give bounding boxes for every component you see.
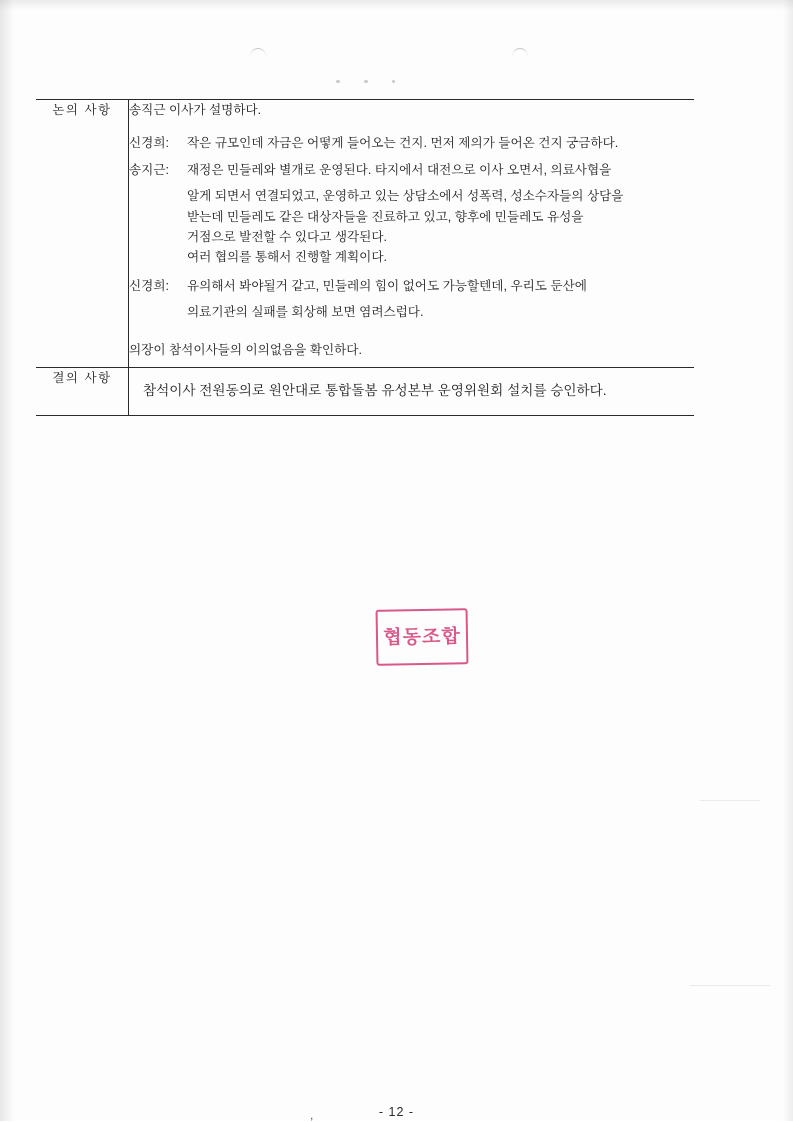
- scan-artifact: [690, 985, 770, 986]
- table-row-resolution: [36, 368, 694, 416]
- row-content-resolution: 참석이사 전원동의로 원안대로 통합돌봄 유성본부 운영위원회 설치를 승인하다.: [129, 368, 695, 416]
- scan-speck: [364, 80, 368, 83]
- discussion-continuation: 받는데 민들레도 같은 대상자들을 진료하고 있고, 향후에 민들레도 유성을: [187, 209, 584, 224]
- scan-speck: [392, 80, 395, 83]
- speaker-name: 신경희:: [129, 136, 169, 151]
- discussion-speaker-line: [129, 160, 694, 180]
- punch-hole-mark-left: [250, 48, 266, 57]
- speaker-name: 신경희:: [129, 278, 169, 293]
- discussion-continuation: 거점으로 발전할 수 있다고 생각된다.: [187, 229, 387, 244]
- table-row-discussion: [36, 100, 694, 368]
- row-label-resolution: [36, 368, 129, 416]
- paragraph-gap: [129, 268, 694, 276]
- scan-artifact: [700, 800, 760, 801]
- row-label-discussion: [36, 100, 129, 368]
- discussion-closing: 의장이 참석이사들의 이의없음을 확인하다.: [129, 342, 362, 357]
- scan-speck: [336, 80, 340, 83]
- discussion-speaker-line: [129, 133, 694, 153]
- speaker-text: 재정은 민들레와 별개로 운영된다. 타지에서 대전으로 이사 오면서, 의료사협을: [187, 162, 612, 177]
- official-seal-stamp: [376, 608, 469, 666]
- discussion-continuation: 알게 되면서 연결되었고, 운영하고 있는 상담소에서 성폭력, 성소수자들의 상담을: [187, 189, 624, 204]
- speaker-text: 유의해서 봐야될거 같고, 민들레의 힘이 없어도 가능할텐데, 우리도 둔산에: [187, 278, 587, 293]
- discussion-continuation: 의료기관의 실패를 회상해 보면 염려스럽다.: [187, 305, 424, 320]
- page-number: - 12 -: [378, 1105, 415, 1119]
- row-content-discussion: [129, 100, 695, 368]
- minutes-table: [36, 99, 694, 416]
- scan-edge-top: [0, 0, 793, 10]
- row-label-discussion-text: 논의 사항: [52, 103, 112, 117]
- scan-edge-left: [0, 0, 14, 1121]
- punch-hole-mark-right: [512, 48, 528, 57]
- footer-stray-mark: ,: [310, 1108, 314, 1122]
- speaker-text: 작은 규모인데 자금은 어떻게 들어오는 건지. 먼저 제의가 들어온 건지 궁금하다.: [187, 136, 619, 151]
- scan-edge-right: [783, 0, 793, 1121]
- discussion-speaker-line: [129, 276, 694, 296]
- row-label-resolution-text: 결의 사항: [52, 371, 112, 385]
- discussion-intro: 송직근 이사가 설명하다.: [129, 103, 262, 117]
- discussion-continuation: 여러 협의를 통해서 진행할 계획이다.: [187, 250, 387, 265]
- official-seal-text: 협동조합: [383, 625, 461, 649]
- paragraph-gap: [129, 323, 694, 340]
- speaker-name: 송지근:: [129, 162, 169, 177]
